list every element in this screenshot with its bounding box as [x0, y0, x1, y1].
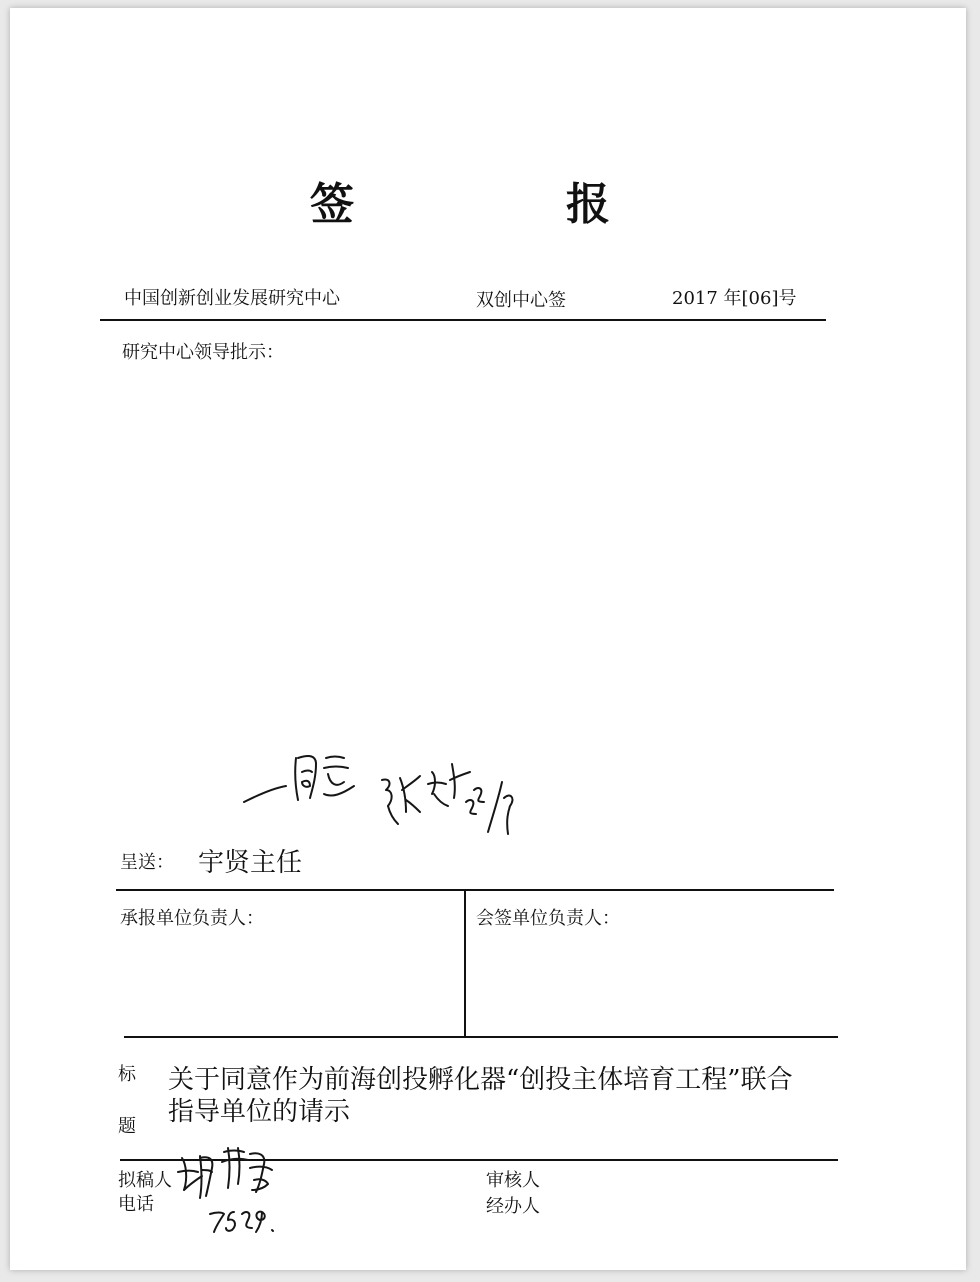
header-divider [100, 319, 826, 321]
handwritten-approval-signature [240, 728, 520, 848]
subject-label-char-2: 题 [118, 1116, 136, 1137]
submit-to-value: 宇贤主任 [198, 848, 303, 878]
subject-text: 关于同意作为前海创投孵化器“创投主体培育工程”联合指导单位的请示 [168, 1065, 793, 1127]
handwritten-drafter-signature [176, 1144, 286, 1234]
document-title-char-2: 报 [566, 179, 610, 230]
issuer-name: 中国创新创业发展研究中心 [124, 288, 340, 309]
submit-to-label: 呈送： [120, 852, 174, 873]
sign-category: 双创中心签 [476, 290, 566, 311]
drafter-label: 拟稿人 [118, 1170, 172, 1191]
document-title-char-1: 签 [310, 179, 354, 230]
responsibility-table-column-divider [464, 891, 466, 1037]
reviewer-label: 审核人 [486, 1170, 540, 1191]
handler-label: 经办人 [486, 1196, 540, 1217]
undertaking-unit-leader-label: 承报单位负责人： [120, 908, 264, 929]
responsibility-table-top-rule [116, 889, 834, 891]
sign-report-page [10, 8, 966, 1270]
phone-label: 电话 [118, 1194, 154, 1215]
countersign-unit-leader-label: 会签单位负责人： [476, 908, 620, 929]
document-number: 2017 年[06]号 [672, 288, 797, 309]
leader-instruction-label: 研究中心领导批示： [122, 342, 284, 363]
responsibility-table-bottom-rule [124, 1036, 838, 1038]
subject-label-char-1: 标 [118, 1064, 136, 1085]
